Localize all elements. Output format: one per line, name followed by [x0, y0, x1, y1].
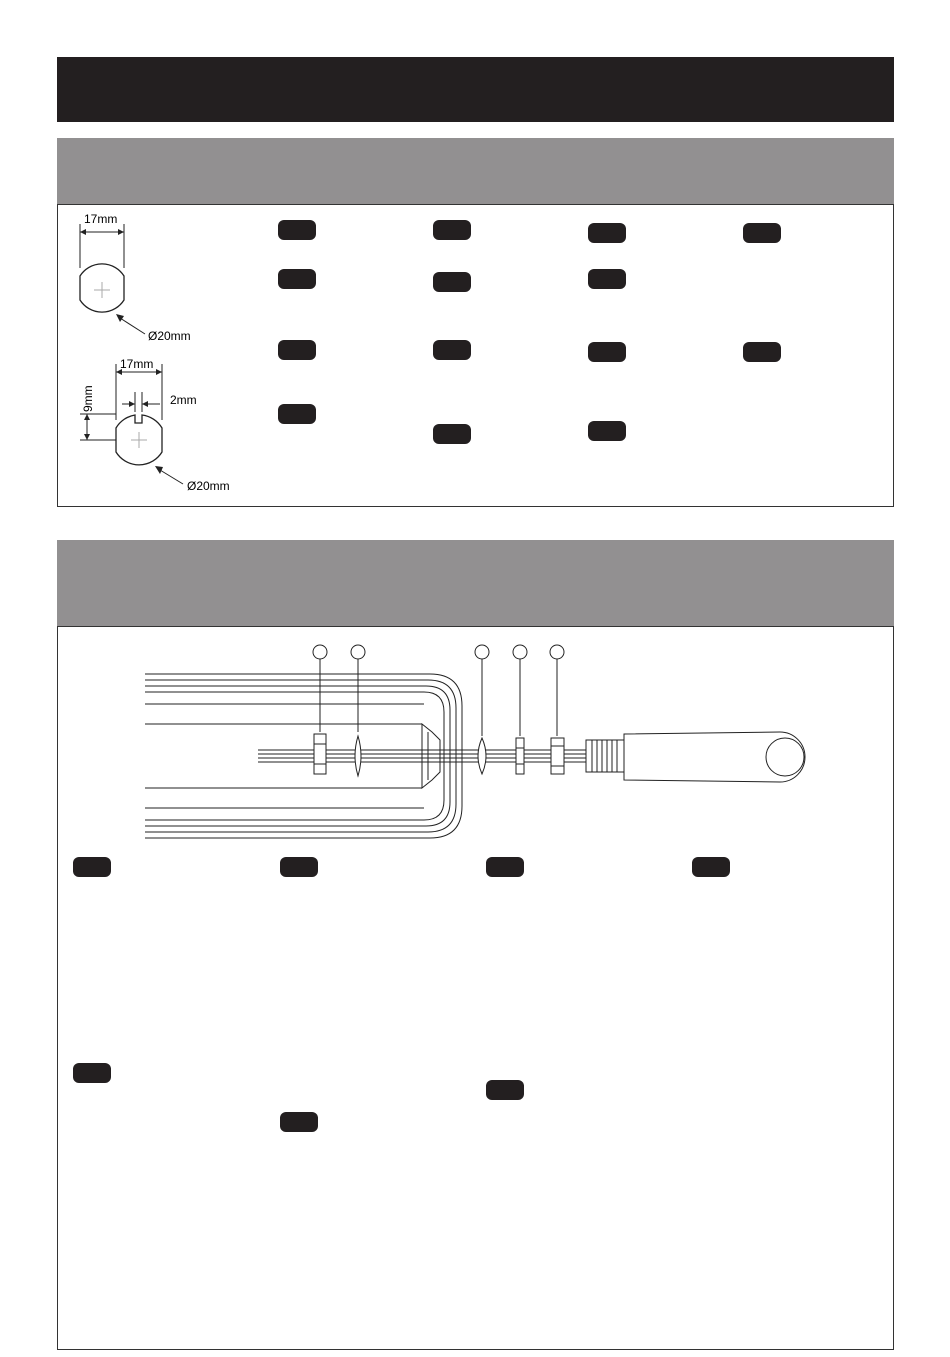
step-badge	[280, 1112, 318, 1132]
step-badge	[692, 857, 730, 877]
keyed-hole-diagram	[80, 357, 230, 493]
keyed-depth-label: 9mm	[81, 385, 95, 412]
callout-circle	[550, 645, 564, 659]
step-badge	[486, 857, 524, 877]
step-badge	[73, 1063, 111, 1083]
step-badge	[73, 857, 111, 877]
hole-diagrams	[0, 0, 950, 520]
step-badge	[588, 421, 626, 441]
step-badge	[486, 1080, 524, 1100]
callout-circle	[313, 645, 327, 659]
step-badge	[433, 220, 471, 240]
step-badge	[433, 340, 471, 360]
round-width-label: 17mm	[84, 212, 118, 226]
round-hole-diagram	[80, 212, 191, 343]
assembly-diagram	[0, 620, 950, 850]
step-badge	[743, 223, 781, 243]
keyed-diameter-label: Ø20mm	[187, 479, 230, 493]
keyed-slot-label: 2mm	[170, 393, 197, 407]
step-badge	[278, 220, 316, 240]
callout-circle	[475, 645, 489, 659]
step-badge	[433, 272, 471, 292]
step-badge	[280, 857, 318, 877]
round-diameter-label: Ø20mm	[148, 329, 191, 343]
callout-circle	[351, 645, 365, 659]
step-badge	[278, 404, 316, 424]
section2-header	[57, 540, 894, 626]
step-badge	[278, 340, 316, 360]
step-badge	[588, 269, 626, 289]
keyed-width-label: 17mm	[120, 357, 154, 371]
step-badge	[433, 424, 471, 444]
step-badge	[588, 223, 626, 243]
step-badge	[588, 342, 626, 362]
step-badge	[278, 269, 316, 289]
step-badge	[743, 342, 781, 362]
callout-circle	[513, 645, 527, 659]
